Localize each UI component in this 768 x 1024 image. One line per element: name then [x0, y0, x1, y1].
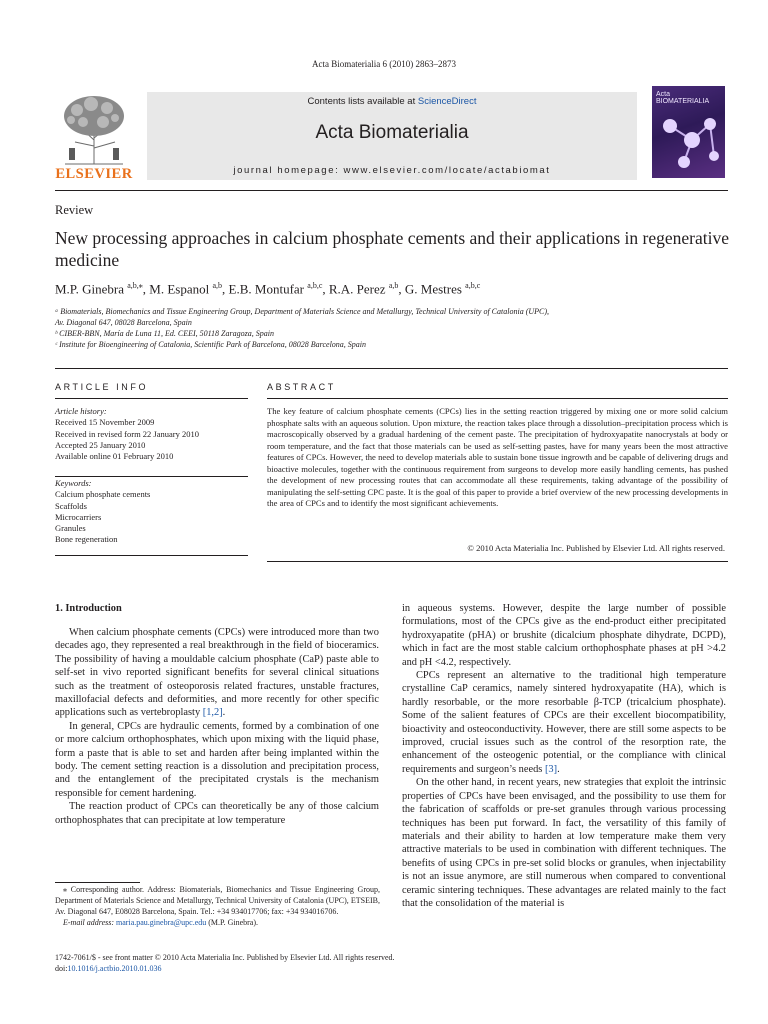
footnote — [55, 884, 380, 928]
paragraph: On the other hand, in recent years, new strategies that exploit the intrinsic properties of CPCs have been envisaged, and the possibility to use them for the fabrication of scaffolds or pre-set granules through various processing techniques has been put forward. In fact, the versatility of this family of materials and their ability to harden at low temperature make them very attractive materials to be used in combination with different techniques. The benefits of using CPCs in pre-set solid blocks or granules, when injectability is not an issue anymore, are still numerous when compared to conventional ceramic sintering techniques. These advantages are related mainly to the fact that the consolidation of the material is — [402, 777, 726, 909]
doi-line: doi:10.1016/j.actbio.2010.01.036 — [55, 964, 162, 973]
article-title: New processing approaches in calcium phosphate cements and their applications in regenerative medicine — [55, 228, 729, 270]
body-column-left — [55, 626, 379, 827]
author-affil-marker: a,b,c — [307, 281, 323, 290]
article-info-bottom-rule — [55, 555, 248, 556]
abstract-rule — [267, 398, 728, 399]
keyword: Microcarriers — [55, 511, 102, 522]
keyword: Bone regeneration — [55, 534, 118, 545]
paragraph: CPCs represent an alternative to the traditional high temperature crystalline CaP ceramics, namely sintered hydroxyapatite (HA), which is hardly resorbable, or the more resorbable β-TCP (tricalcium phosphate). Some of the salient features of CPCs are their excellent biocompatibility, bioactivity and osteoconductivity. However, there are still some aspects to be improved, crucial issues such as the control of the resorption rate, the enhancement of the osteogenic potential, or the compliance with clinical requirements and surgeon’s needs [3]. — [402, 670, 726, 775]
author-affil-marker: a,b,⁎ — [127, 281, 143, 290]
paragraph: In general, CPCs are hydraulic cements, formed by a combination of one or more calcium orthophosphates, which upon mixing with the liquid phase, form a paste that is able to set and harden after being implanted within the body. The cement setting reaction is a dissolution and precipitation process, and the entanglement of the precipitated crystals is the mechanism responsible for cement hardening. — [55, 720, 379, 799]
affiliation-line: Av. Diagonal 647, 08028 Barcelona, Spain — [55, 318, 192, 327]
history-item: Received 15 November 2009 — [55, 417, 155, 428]
contents-prefix: Contents lists available at — [307, 96, 418, 107]
history-label: Article history: — [55, 406, 107, 416]
author-name: G. Mestres — [404, 281, 462, 297]
keyword: Scaffolds — [55, 500, 87, 511]
journal-citation: Acta Biomaterialia 6 (2010) 2863–2873 — [312, 59, 456, 69]
journal-banner — [147, 92, 637, 180]
journal-homepage[interactable]: journal homepage: www.elsevier.com/locate/actabiomat — [233, 165, 551, 176]
affiliation-line: ᶜ Institute for Bioengineering of Catalonia, Scientific Park of Barcelona, 08028 Barcelona, Spain — [55, 340, 367, 349]
front-matter: 1742-7061/$ - see front matter © 2010 Acta Materialia Inc. Published by Elsevier Ltd. All rights reserved. — [55, 953, 395, 962]
author-name: E.B. Montufar — [228, 281, 305, 297]
citation-ref[interactable]: [1,2] — [202, 707, 223, 719]
corresponding-author-note: ⁎ Corresponding author. Address: Biomaterials, Biomechanics and Tissue Engineering Group, Department of Materials Science and Metallurgy, Technical University of Catalonia (UPC), ETSEIB, Av. Diagonal 647, E08028 Barcelona, Spain. Tel.: +34 934017706; fax: +34 934016706. — [55, 885, 380, 916]
history-item: Received in revised form 22 January 2010 — [55, 428, 199, 439]
paragraph: in aqueous systems. However, despite the large number of possible formulations, most of the CPCs give as the end-product either precipitated hydroxyapatite (pHA) or brushite (dicalcium phosphate dihydrate, DCPD), which in fact are the most stable calcium orthophosphate phases at pH >4.2 and pH <4.2, respectively. — [402, 603, 726, 668]
keywords-label: Keywords: — [55, 478, 92, 488]
journal-cover-image — [652, 86, 725, 178]
history-item: Available online 01 February 2010 — [55, 451, 174, 462]
info-rule — [55, 368, 728, 369]
paragraph: The reaction product of CPCs can theoretically be any of those calcium orthophosphates that can precipitate at low temperature — [55, 801, 379, 826]
keywords — [55, 478, 150, 546]
affiliations — [55, 306, 549, 350]
abstract-heading: ABSTRACT — [267, 382, 336, 392]
author-name: R.A. Perez — [328, 281, 386, 297]
keyword: Calcium phosphate cements — [55, 489, 151, 500]
author-list: M.P. Ginebra $^{a,b,⁎}$, M. Espanol $^{a,b}$, E.B. Montufar $^{a,b,c}$, R.A. Perez $^{a,b}$, G. Mestres $^{a,b,c}$ — [55, 281, 481, 297]
keyword: Granules — [55, 523, 86, 534]
masthead-rule — [55, 190, 728, 191]
abstract-bottom-rule — [267, 561, 728, 562]
cover-title: Acta BIOMATERIALIA — [656, 91, 710, 105]
body-column-right — [402, 602, 726, 910]
author-affil-marker: a,b,c — [465, 281, 481, 290]
masthead — [55, 88, 728, 184]
author-name: M. Espanol — [149, 281, 210, 297]
author-affil-marker: a,b — [212, 281, 223, 290]
elsevier-tree-logo — [55, 88, 133, 184]
article-info-rule — [55, 398, 248, 399]
journal-title: Acta Biomaterialia — [315, 122, 469, 143]
sciencedirect-link[interactable]: ScienceDirect — [417, 96, 477, 107]
affiliation-line: ᵃ Biomaterials, Biomechanics and Tissue Engineering Group, Department of Materials Science and Metallurgy, Technical University of Catalonia (UPC), — [55, 307, 550, 316]
abstract-copyright: © 2010 Acta Materialia Inc. Published by Elsevier Ltd. All rights reserved. — [467, 543, 725, 553]
section-heading: 1. Introduction — [55, 603, 122, 614]
citation-ref[interactable]: [3] — [544, 763, 558, 775]
footnote-rule — [55, 882, 140, 883]
doi-link[interactable]: 10.1016/j.actbio.2010.01.036 — [67, 964, 162, 973]
author-name: M.P. Ginebra — [55, 281, 124, 297]
elsevier-wordmark: ELSEVIER — [55, 166, 133, 182]
email-link[interactable]: maria.pau.ginebra@upc.edu — [116, 918, 207, 927]
history-item: Accepted 25 January 2010 — [55, 439, 146, 450]
article-type: Review — [55, 203, 94, 217]
author-affil-marker: a,b — [388, 281, 399, 290]
affiliation-line: ᵇ CIBER-BBN, María de Luna 11, Ed. CEEI, 50118 Zaragoza, Spain — [55, 329, 274, 338]
abstract-text: The key feature of calcium phosphate cements (CPCs) lies in the setting reaction triggered by mixing one or more solid calcium phosphate salts with an aqueous solution. Upon mixture, the reaction takes place through a dissolution–precipitation process which is macroscopically observed by a gradual hardening of the cement paste. The precipitation of hydroxyapatite nanocrystals at body or room temperature, and the fact that those materials can be used as self-setting pastes, have for many years been the most attractive features of CPCs. However, the need to develop materials able to sustain bone tissue ingrowth and be capable of delivering drugs and bioactive molecules, together with the continuous requirement from surgeons to develop more easily handling cements, has pushed the development of new processing routes that can accommodate all these requirements, taking advantage of the possibility of manipulating the self-setting CPC paste. It is the goal of this paper to provide a brief overview of the new processing developments in the area of CPCs and to identify the most significant achievements. — [267, 406, 728, 508]
paragraph: When calcium phosphate cements (CPCs) were introduced more than two decades ago, they represented a real breakthrough in the field of bioceramics. The possibility of having a mouldable calcium phosphate (CaP) paste able to self-set in vivo reported significant benefits for several clinical situations such as the treatment of osteoporosis related fractures, unstable fractures, maxillofacial defects and deformities, and more recently for other specific applications such as vertebroplasty [1,2]. — [55, 627, 379, 719]
article-history — [55, 406, 199, 462]
email-note: E-mail address: maria.pau.ginebra@upc.edu (M.P. Ginebra). — [63, 918, 259, 927]
page-footer — [55, 952, 395, 974]
contents-available — [147, 96, 637, 107]
keywords-rule — [55, 476, 248, 477]
article-info-heading: ARTICLE INFO — [55, 382, 149, 392]
